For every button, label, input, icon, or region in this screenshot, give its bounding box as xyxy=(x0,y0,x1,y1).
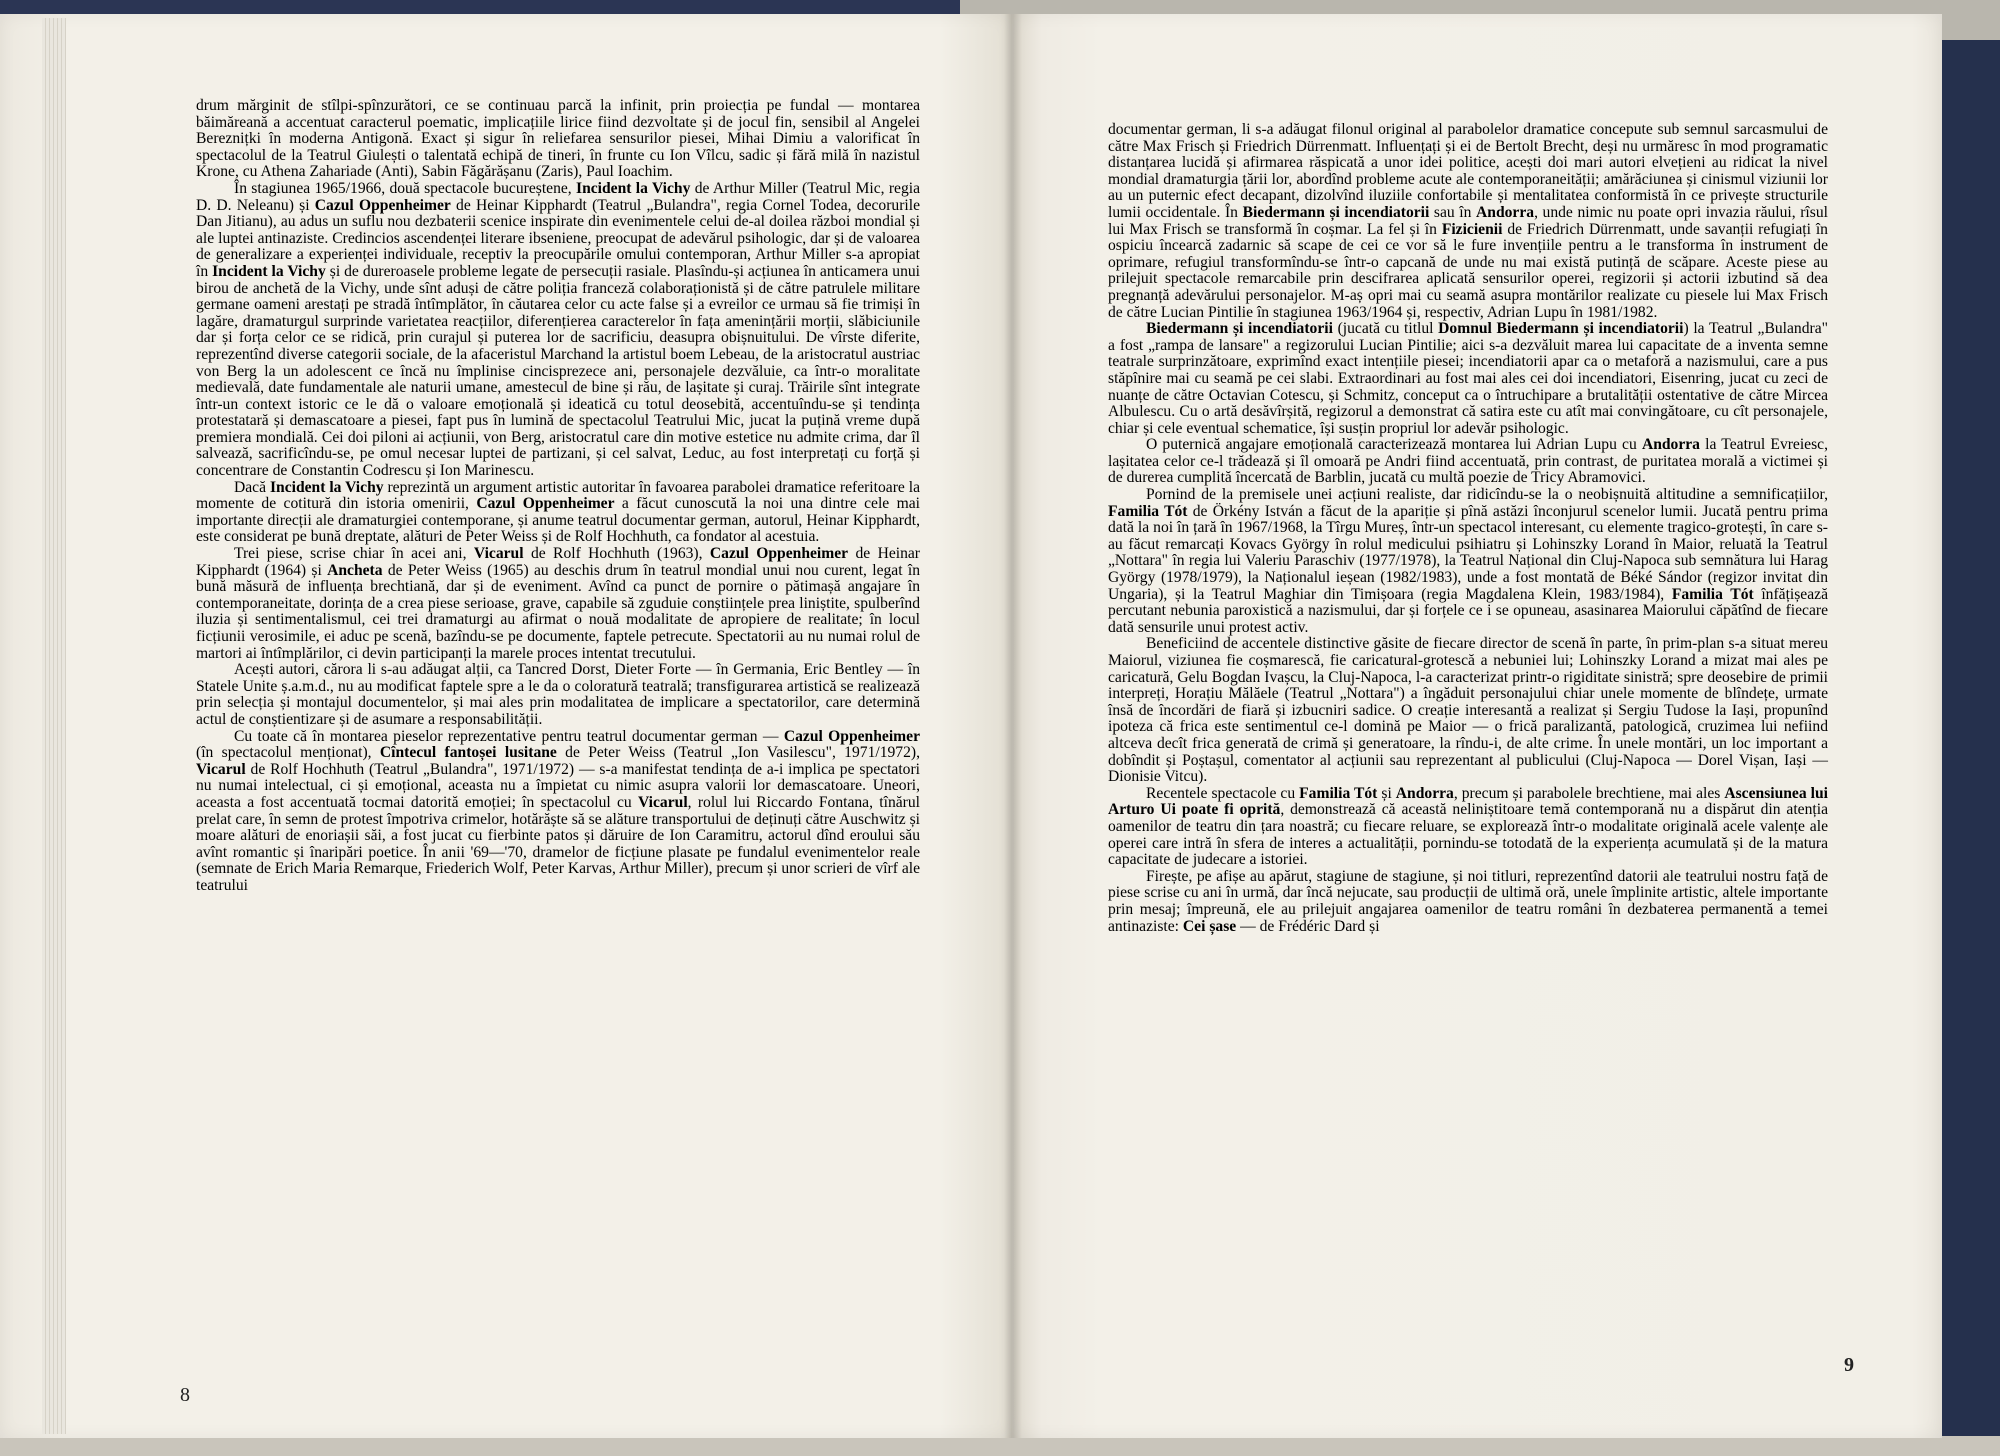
bold-title: Cazul Oppenheimer xyxy=(314,196,451,214)
text-run: reprezintă un argument artistic autoritar în favoarea parabolei dramatice referitoare la momente de cotitură din istoria omenirii, xyxy=(196,478,920,513)
text-run: de Heinar Kipphardt (Teatrul „Bulandra", regia Cornel Todea, decorurile Dan Jitianu), au adus un suflu nou dezbaterii scenice inspirate din evenimentele celui de-al doilea război mondial și ale luptei antinaziste. Credincios ascendenței literare ibseniene, preocupat de adevărul psihologic, dar și de valoarea de generalizare a experienței individuale, receptiv la preocupările omului contemporan, Arthur Miller s-a apropiat în xyxy=(196,196,920,280)
bold-title: Vicarul xyxy=(196,760,246,778)
bold-title: Incident la Vichy xyxy=(212,262,326,280)
text-run: de Friedrich Dürrenmatt, unde savanții refugiați în ospiciu încearcă zadarnic să scape de cei ce vor să le fure invențiile pentru a le transforma în instrument de oprimare, refugiul transformîndu-se într-o capcană de unde nu mai există putință de scăpare. Aceste piese au prilejuit spectacole remarcabile prin descifrarea aplicată sensurilor operei, regizorii și actorii izbutind să dea pregnanță adevărului personajelor. M-aș opri mai cu seamă asupra montărilor realizate cu piesele lui Max Frisch de către Lucian Pintilie în stagiunea 1963/1964 și, respectiv, Adrian Lupu în 1981/1982. xyxy=(1108,220,1828,321)
text-run: de Arthur Miller (Teatrul Mic, regia D. D. Neleanu) și xyxy=(196,179,921,214)
paragraph xyxy=(196,729,920,895)
text-run: , rolul lui Riccardo Fontana, tînărul prelat care, în semn de protest împotriva crimelor, hotărăște să se alăture transportului de deținuți către Auschwitz și moare alături de enoriașii săi, a fost jucat cu fierbinte patos și dăruire de Ion Caramitru, actorul dînd eroului său avînt romantic și înaripări poetice. În anii '69—'70, dramelor de ficțiune plasate pe fundalul evenimentelor reale (semnate de Erich Maria Remarque, Friederich Wolf, Peter Karvas, Arthur Miller), precum și unor scrieri de vîrf ale teatrului xyxy=(196,793,920,894)
bold-title: Biedermann și incendiatorii xyxy=(1146,320,1333,338)
text-run: de Peter Weiss (1965) au deschis drum în teatrul mondial unui nou curent, legat în bună măsură de influența brechtiană, dar și de eveniment. Avînd ca punct de pornire o pătimașă angajare în contemporaneitate, dorința de a crea piese serioase, grave, capabile să zguduie conștiințele prea liniștite, spulberînd iluzia și sentimentalismul, cei trei dramaturgi au afirmat o nouă modalitate de apropiere de realitate; în locul ficțiunii verosimile, ei aduc pe scenă, bazîndu-se pe documente, faptele petrecute. Spectatorii au nu numai rolul de martori ai întîmplărilor, ci devin participanți la marele proces intentat trecutului. xyxy=(196,561,920,662)
bold-title: Vicarul xyxy=(473,545,524,563)
text-run: Dacă xyxy=(234,478,270,496)
text-run: Cu toate că în montarea pieselor reprezentative pentru teatrul documentar german — xyxy=(234,727,784,745)
text-run: , precum și parabolele brechtiene, mai ales xyxy=(1453,784,1725,802)
bold-title: Andorra xyxy=(1395,784,1454,802)
paragraph xyxy=(1108,321,1828,437)
paragraph xyxy=(1108,869,1828,935)
text-run: drum mărginit de stîlpi-spînzurători, ce se continuau parcă la infinit, prin proiecția pe fundal — montarea băimăreană a accentuat caracterul poematic, implicațiile lirice fiind dezvoltate și de jocul fin, sensibil al Angelei Bereznițki în moderna Antigonă. Exact și sigur în reliefarea sensurilor piesei, Mihai Dimiu a valorificat în spectacolul de la Teatrul Giulești o talentată echipă de tineri, în frunte cu Ion Vîlcu, sadic și fără milă în nazistul Krone, cu Athena Zahariade (Anti), Sabin Făgărășanu (Zaris), Paul Ioachim. xyxy=(196,97,920,181)
bold-title: Familia Tót xyxy=(1671,585,1754,603)
paragraph xyxy=(1108,122,1828,321)
text-run: (jucată cu titlul xyxy=(1332,320,1439,338)
bold-title: Familia Tót xyxy=(1299,784,1378,802)
text-run: documentar german, li s-a adăugat filonul original al parabolelor dramatice concepute sub semnul sarcasmului de către Max Frisch și Friedrich Dürrenmatt. Influențați și ei de Bertolt Brecht, deși nu urmăresc în mod programatic distanțarea lucidă și afirmarea răspicată a unor idei politice, acești doi mari autori elvețieni au ridicat la nivel mondial dramaturgia țării lor, abordînd probleme acute ale contemporaneității; amărăciunea și cinismul viziunii lor au un puternic efect decapant, dizolvînd iluziile confortabile și mentalitatea conformistă în ce privește structurile lumii occidentale. În xyxy=(1108,121,1828,221)
paragraph xyxy=(1108,786,1828,869)
left-page-text xyxy=(196,98,920,895)
bold-title: Biedermann și incendiatorii xyxy=(1242,203,1430,221)
bold-title: Incident la Vichy xyxy=(576,179,691,197)
bold-title: Cîntecul fantoșei lusitane xyxy=(379,744,557,762)
paragraph xyxy=(196,98,920,181)
text-run: Acești autori, cărora li s-au adăugat alții, ca Tancred Dorst, Dieter Forte — în Germania, Eric Bentley — în Statele Unite ș.a.m.d., nu au modificat faptele spre a le da o coloratură teatrală; transfigurarea artistică se realizează prin selecția și montajul documentelor, și mai ales prin modalitatea de implicare a spectatorilor, care determină actul de conștientizare și de asumare a responsabilității. xyxy=(196,661,920,728)
text-run: și xyxy=(1377,784,1396,802)
text-run: O puternică angajare emoțională caracterizează montarea lui Adrian Lupu cu xyxy=(1146,436,1642,454)
text-run: Beneficiind de accentele distinctive găsite de fiecare director de scenă în parte, în prim-plan s-a situat mereu Maiorul, viziunea fie coșmarescă, fie caricatural-grotescă a nebuniei lui; Lohinszky Lorand a mizat mai ales pe caricatură, Gelu Bogdan Ivașcu, la Cluj-Napoca, l-a caracterizat printr-o rigiditate sinistră; spre deosebire de primii interpreți, Horațiu Mălăele (Teatrul „Nottara") a îngăduit personajului chiar unele momente de blîndețe, urmate însă de încordări de fiară și izbucniri sadice. O creație interesantă a realizat și Sergiu Tudose la Iași, propunînd ipoteza că frica este sentimentul ce-l domină pe Maior — o frică paralizantă, patologică, cruzimea lui nefiind altceva decît frica generată de crimă și generatoare, la rîndu-i, de alte crime. În unele montări, un loc important a dobîndit și Poștașul, comentator al acțiunii sau reprezentant al publicului (Cluj-Napoca — Dorel Vișan, Iași — Dionisie Vitcu). xyxy=(1108,635,1828,786)
paragraph xyxy=(1108,636,1828,785)
right-page-number: 9 xyxy=(1844,1354,1854,1376)
text-run: Firește, pe afișe au apărut, stagiune de stagiune, și noi titluri, reprezentînd datorii ale teatrului nostru față de piese scrise cu ani în urmă, dar încă nejucate, sau producții de ultimă oră, unele împlinite artistic, altele importante prin mesaj; împreună, ele au prilejuit angajarea oamenilor de teatru români în dezbaterea permanentă a temei antinaziste: xyxy=(1108,867,1828,935)
page-edges xyxy=(42,18,66,1434)
text-run: de Heinar Kipphardt (1964) și xyxy=(196,545,921,579)
text-run: Trei piese, scrise chiar în acei ani, xyxy=(234,545,474,563)
bold-title: Cei șase xyxy=(1182,917,1237,935)
text-run: și de dureroasele probleme legate de persecuții rasiale. Plasîndu-și acțiunea în anticamera unui birou de anchetă de la Vichy, unde sînt aduși de către poliția franceză colaboraționistă și de către patrulele militare germane oameni arestați pe stradă întîmplător, în căutarea celor cu acte false și a evreilor ce urmau să fie trimiși în lagăre, dramaturgul surprinde varietatea reacțiilor, diferențierea caracterelor în fața amenințării morții, slăbiciunile dar și forța celor ce se ridică, prin curajul și puterea lor de sacrificiu, deasupra obișnuitului. De vîrste diferite, reprezentînd diverse categorii sociale, de la afaceristul Marchand la artistul boem Lebeau, de la aristocratul austriac von Berg la un adolescent ce încă nu împlinise cincisprezece ani, personajele dezvăluie, ca într-o moralitate medievală, date fundamentale ale naturii umane, amestecul de bine și rău, de lașitate și curaj. Trăirile sînt integrate într-un context istoric ce le dă o valoare emoțională și ideatică cu totul deosebită, accentuîndu-se și tendința protestatară și demascatoare a piesei, fapt pus în lumină de spectacolul Teatrului Mic, jucat la puțină vreme după premiera mondială. Cei doi piloni ai acțiunii, von Berg, aristocratul care din motive estetice nu admite crima, dar îl salvează, sacrificîndu-se, pe omul necesar luptei de partizani, și cel salvat, Leduc, au fost interpretați cu forță și concentrare de Constantin Codrescu și Ion Marinescu. xyxy=(196,262,920,480)
text-run: de Rolf Hochhuth (1963), xyxy=(523,545,710,563)
table-surface xyxy=(0,1436,2000,1456)
bold-title: Cazul Oppenheimer xyxy=(476,495,615,513)
paragraph xyxy=(1108,487,1828,636)
bold-title: Ancheta xyxy=(327,561,383,579)
text-run: Recentele spectacole cu xyxy=(1146,784,1300,802)
text-run: , unde nimic nu poate opri invazia răului, rîsul lui Max Frisch se transformă în coșmar. La fel și în xyxy=(1108,203,1828,238)
paragraph xyxy=(196,480,920,546)
text-run: ) la Teatrul „Bulandra" a fost „rampa de lansare" a regizorului Lucian Pintilie; aici s-a dezvăluit marea lui capacitate de a inventa semne teatrale surprinzătoare, exprimînd exact intențiile piesei; incendiatorii apar ca o metaforă a nazismului, care a pus stăpînire mai cu seamă pe cei slabi. Extraordinari au fost mai ales cei doi incendiatori, Eisenring, jucat cu zeci de nuanțe de către Octavian Cotescu, și Schmitz, conceput ca o întruchipare a brutalității ostentative de către Mircea Albulescu. Cu o artă desăvîrșită, regizorul a demonstrat că satira este cu atît mai convingătoare, cu cît personajele, chiar și cele eventual schematice, își susțin propriul lor adevăr psihologic. xyxy=(1108,320,1828,437)
bold-title: Cazul Oppenheimer xyxy=(783,727,920,745)
text-run: În stagiunea 1965/1966, două spectacole bucureștene, xyxy=(234,179,577,197)
paragraph xyxy=(196,546,920,662)
bold-title: Domnul Biedermann și incendiatorii xyxy=(1438,320,1684,338)
text-run: de Rolf Hochhuth (Teatrul „Bulandra", 1971/1972) — s-a manifestat tendința de a-i implica pe spectatori nu numai intelectual, ci și emoțional, aceasta nu a împietat cu nimic asupra valorii lor demascatoare. Uneori, aceasta a fost accentuată tocmai datorită emoției; în spectacolul cu xyxy=(196,760,920,811)
bold-title: Fizicienii xyxy=(1441,220,1503,238)
right-page-text xyxy=(1108,122,1828,935)
text-run: (în spectacolul menționat), xyxy=(196,744,380,762)
text-run: înfățișează percutant nebunia paroxistică a nazismului, dar și forțele ce i se opuneau, asasinarea Maiorului căpătînd de fiecare dată sensurile unui protest activ. xyxy=(1108,585,1828,636)
bold-title: Ascensiunea lui Arturo Ui poate fi oprită xyxy=(1108,784,1828,819)
bold-title: Incident la Vichy xyxy=(269,478,384,496)
text-run: Pornind de la premisele unei acțiuni realiste, dar ridicîndu-se la o neobișnuită altitudine a semnificațiilor, xyxy=(1146,486,1828,504)
book-gutter xyxy=(1004,14,1022,1438)
bold-title: Andorra xyxy=(1476,203,1535,221)
paragraph xyxy=(196,181,920,480)
paragraph xyxy=(196,662,920,728)
text-run: , demonstrează că această neliniștitoare temă contemporană nu a dispărut din atenția oamenilor de teatru din țara noastră; cu fiecare reluare, se explorează într-o modalitate originală acele valențe ale operei care intră în sfera de interes a actualității, pornindu-se totodată de la experiența acumulată și de la matura capacitate de judecare a istoriei. xyxy=(1108,801,1828,869)
text-run: a făcut cunoscută la noi una dintre cele mai importante direcții ale dramaturgiei contemporane, și anume teatrul documentar german, autorul, Heinar Kipphardt, este considerat pe bună dreptate, alături de Peter Weiss și de Rolf Hochhuth, ca fondator al acestuia. xyxy=(196,495,920,546)
text-run: sau în xyxy=(1429,203,1477,221)
bold-title: Andorra xyxy=(1641,436,1700,454)
bold-title: Cazul Oppenheimer xyxy=(709,545,849,563)
text-run: — de Frédéric Dard și xyxy=(1236,917,1380,935)
left-page-number: 8 xyxy=(180,1384,190,1406)
text-run: de Peter Weiss (Teatrul „Ion Vasilescu", 1971/1972), xyxy=(556,744,920,762)
text-run: de Örkény István a făcut de la apariție și pînă astăzi înconjurul scenelor lumii. Jucată pentru prima dată la noi în țară în 1967/1968, la Tîrgu Mureș, într-un spectacol interesant, cu elemente tragico-grotești, în care s-au făcut remarcați Kovacs György în rolul medicului psihiatru și Lohinszky Lorand în Maior, reluată la Teatrul „Nottara" în regia lui Valeriu Paraschiv (1977/1978), la Teatrul Național din Cluj-Napoca sub semnătura lui Harag György (1978/1979), la Naționalul ieșean (1982/1983), unde a fost montată de Béké Sándor (regizor invitat din Ungaria), și la Teatrul Maghiar din Timișoara (regia Magdalena Klein, 1983/1984), xyxy=(1108,502,1828,603)
bold-title: Vicarul xyxy=(638,793,688,811)
paragraph xyxy=(1108,437,1828,487)
text-run: la Teatrul Evreiesc, lașitatea celor ce-l trădează și îl omoară pe Andri fiind accentuată, prin contrast, de puritatea morală a victimei și de durerea cumplită încercată de Barblin, jucată cu multă poezie de Tricy Abramovici. xyxy=(1108,436,1828,487)
bold-title: Familia Tót xyxy=(1108,502,1188,520)
